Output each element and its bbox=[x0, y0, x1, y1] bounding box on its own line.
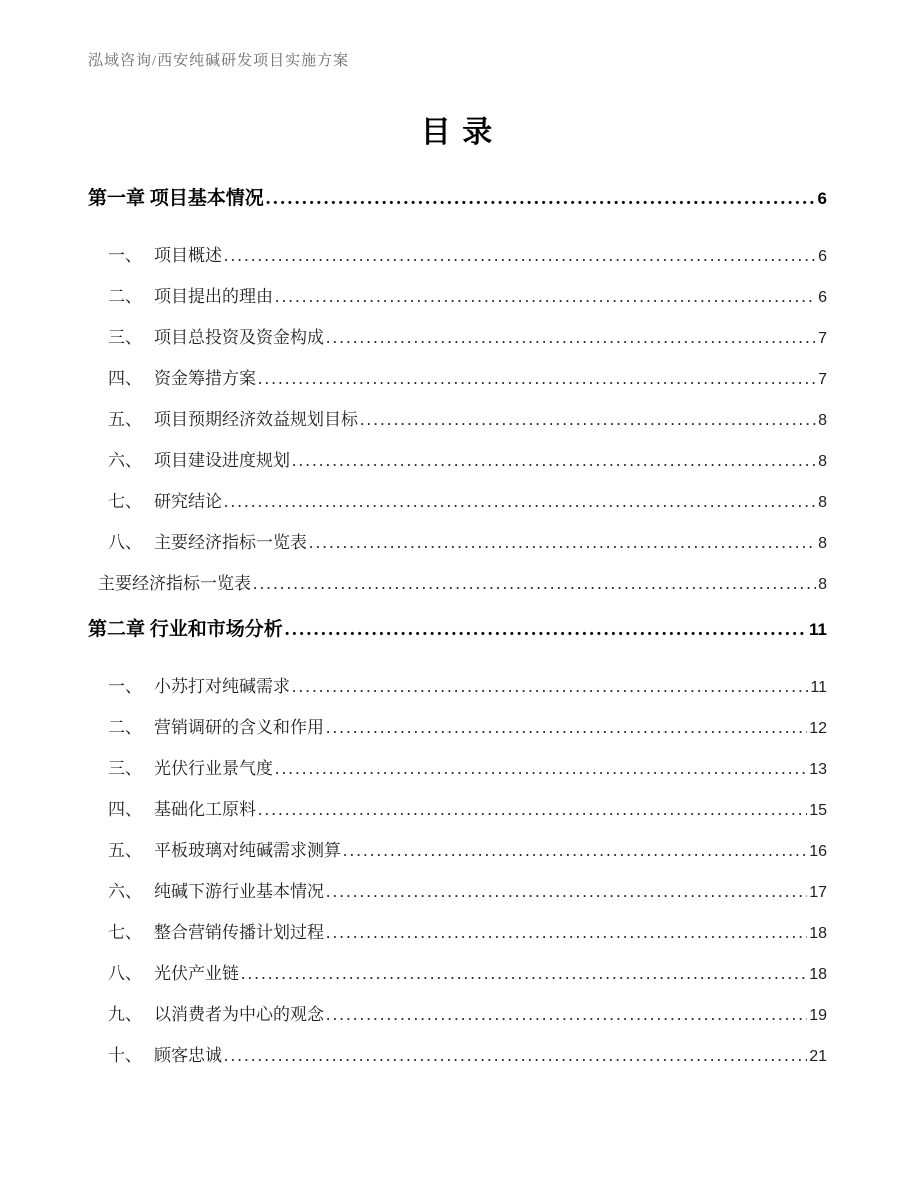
toc-item-entry[interactable] bbox=[88, 440, 827, 481]
toc-entry-label: 光伏产业链 bbox=[154, 964, 239, 983]
toc-entry-label: 资金筹措方案 bbox=[154, 369, 256, 388]
toc-entry-number: 九、 bbox=[108, 1005, 142, 1024]
toc-entry-label: 整合营销传播计划过程 bbox=[154, 923, 324, 942]
toc-entry-number: 六、 bbox=[108, 451, 142, 470]
toc-page-number: 8 bbox=[818, 576, 827, 593]
toc-entry-label: 主要经济指标一览表 bbox=[98, 574, 251, 593]
toc-item-entry[interactable] bbox=[88, 994, 827, 1035]
toc-entry-label: 以消费者为中心的观念 bbox=[154, 1005, 324, 1024]
toc-page-number: 19 bbox=[809, 1007, 827, 1024]
toc-page-number: 18 bbox=[809, 966, 827, 983]
dot-leader bbox=[224, 1035, 807, 1076]
toc-page-number: 21 bbox=[809, 1048, 827, 1065]
toc-entry-number: 三、 bbox=[108, 759, 142, 778]
toc-item-entry[interactable] bbox=[88, 481, 827, 522]
toc-entry-number: 十、 bbox=[108, 1046, 142, 1065]
dot-leader bbox=[224, 481, 816, 522]
toc-page-number: 15 bbox=[809, 802, 827, 819]
dot-leader bbox=[275, 276, 816, 317]
toc-item-entry[interactable] bbox=[88, 563, 827, 604]
toc-entry-label: 光伏行业景气度 bbox=[154, 759, 273, 778]
toc-entry-label: 纯碱下游行业基本情况 bbox=[154, 882, 324, 901]
toc-entry-label: 营销调研的含义和作用 bbox=[154, 718, 324, 737]
toc-page-number: 6 bbox=[818, 248, 827, 265]
toc-chapter-entry[interactable] bbox=[88, 609, 827, 650]
table-of-contents bbox=[88, 178, 827, 1076]
toc-entry-number: 四、 bbox=[108, 800, 142, 819]
dot-leader bbox=[326, 707, 807, 748]
toc-entry-number: 一、 bbox=[108, 246, 142, 265]
dot-leader bbox=[253, 563, 816, 604]
toc-entry-label: 项目提出的理由 bbox=[154, 287, 273, 306]
toc-page-number: 18 bbox=[809, 925, 827, 942]
toc-page-number: 13 bbox=[809, 761, 827, 778]
toc-item-entry[interactable] bbox=[88, 522, 827, 563]
toc-entry-number: 二、 bbox=[108, 287, 142, 306]
toc-entry-label: 第二章 行业和市场分析 bbox=[88, 619, 283, 640]
dot-leader bbox=[258, 358, 816, 399]
dot-leader bbox=[224, 235, 816, 276]
toc-entry-number: 七、 bbox=[108, 923, 142, 942]
toc-item-entry[interactable] bbox=[88, 912, 827, 953]
dot-leader bbox=[326, 317, 816, 358]
toc-page-number: 11 bbox=[809, 620, 827, 639]
toc-entry-number: 五、 bbox=[108, 410, 142, 429]
toc-entry-number: 三、 bbox=[108, 328, 142, 347]
toc-item-entry[interactable] bbox=[88, 748, 827, 789]
toc-page-number: 8 bbox=[818, 494, 827, 511]
dot-leader bbox=[285, 609, 807, 650]
toc-entry-number: 八、 bbox=[108, 964, 142, 983]
dot-leader bbox=[309, 522, 816, 563]
toc-page-number: 8 bbox=[818, 453, 827, 470]
toc-entry-label: 研究结论 bbox=[154, 492, 222, 511]
dot-leader bbox=[343, 830, 807, 871]
toc-page-number: 6 bbox=[817, 189, 827, 208]
toc-page-number: 17 bbox=[809, 884, 827, 901]
toc-entry-number: 四、 bbox=[108, 369, 142, 388]
toc-entry-label: 项目概述 bbox=[154, 246, 222, 265]
dot-leader bbox=[326, 912, 807, 953]
toc-entry-label: 第一章 项目基本情况 bbox=[88, 188, 264, 209]
toc-entry-label: 项目总投资及资金构成 bbox=[154, 328, 324, 347]
toc-entry-label: 平板玻璃对纯碱需求测算 bbox=[154, 841, 341, 860]
toc-item-entry[interactable] bbox=[88, 871, 827, 912]
toc-entry-label: 项目建设进度规划 bbox=[154, 451, 290, 470]
dot-leader bbox=[292, 440, 816, 481]
dot-leader bbox=[326, 994, 807, 1035]
dot-leader bbox=[326, 871, 807, 912]
toc-chapter-entry[interactable] bbox=[88, 178, 827, 219]
toc-item-entry[interactable] bbox=[88, 235, 827, 276]
dot-leader bbox=[292, 666, 808, 707]
toc-item-entry[interactable] bbox=[88, 707, 827, 748]
toc-page-number: 6 bbox=[818, 289, 827, 306]
toc-entry-label: 主要经济指标一览表 bbox=[154, 533, 307, 552]
dot-leader bbox=[360, 399, 816, 440]
toc-item-entry[interactable] bbox=[88, 399, 827, 440]
toc-item-entry[interactable] bbox=[88, 317, 827, 358]
toc-item-entry[interactable] bbox=[88, 789, 827, 830]
toc-entry-label: 基础化工原料 bbox=[154, 800, 256, 819]
toc-entry-number: 五、 bbox=[108, 841, 142, 860]
toc-page-number: 11 bbox=[810, 679, 827, 696]
toc-entry-number: 八、 bbox=[108, 533, 142, 552]
toc-page-number: 16 bbox=[809, 843, 827, 860]
toc-item-entry[interactable] bbox=[88, 276, 827, 317]
dot-leader bbox=[241, 953, 807, 994]
toc-page-number: 8 bbox=[818, 535, 827, 552]
toc-page-number: 7 bbox=[818, 371, 827, 388]
toc-page-number: 8 bbox=[818, 412, 827, 429]
dot-leader bbox=[258, 789, 807, 830]
toc-entry-number: 一、 bbox=[108, 677, 142, 696]
document-header: 泓域咨询/西安纯碱研发项目实施方案 bbox=[88, 53, 350, 69]
toc-entry-label: 项目预期经济效益规划目标 bbox=[154, 410, 358, 429]
toc-item-entry[interactable] bbox=[88, 358, 827, 399]
toc-entry-number: 六、 bbox=[108, 882, 142, 901]
dot-leader bbox=[266, 178, 816, 219]
toc-page-number: 12 bbox=[809, 720, 827, 737]
toc-item-entry[interactable] bbox=[88, 830, 827, 871]
toc-item-entry[interactable] bbox=[88, 666, 827, 707]
toc-item-entry[interactable] bbox=[88, 953, 827, 994]
toc-entry-number: 七、 bbox=[108, 492, 142, 511]
toc-entry-label: 顾客忠诚 bbox=[154, 1046, 222, 1065]
toc-page-number: 7 bbox=[818, 330, 827, 347]
toc-entry-label: 小苏打对纯碱需求 bbox=[154, 677, 290, 696]
dot-leader bbox=[275, 748, 807, 789]
toc-entry-number: 二、 bbox=[108, 718, 142, 737]
toc-item-entry[interactable] bbox=[88, 1035, 827, 1076]
page-title: 目 录 bbox=[420, 116, 495, 149]
